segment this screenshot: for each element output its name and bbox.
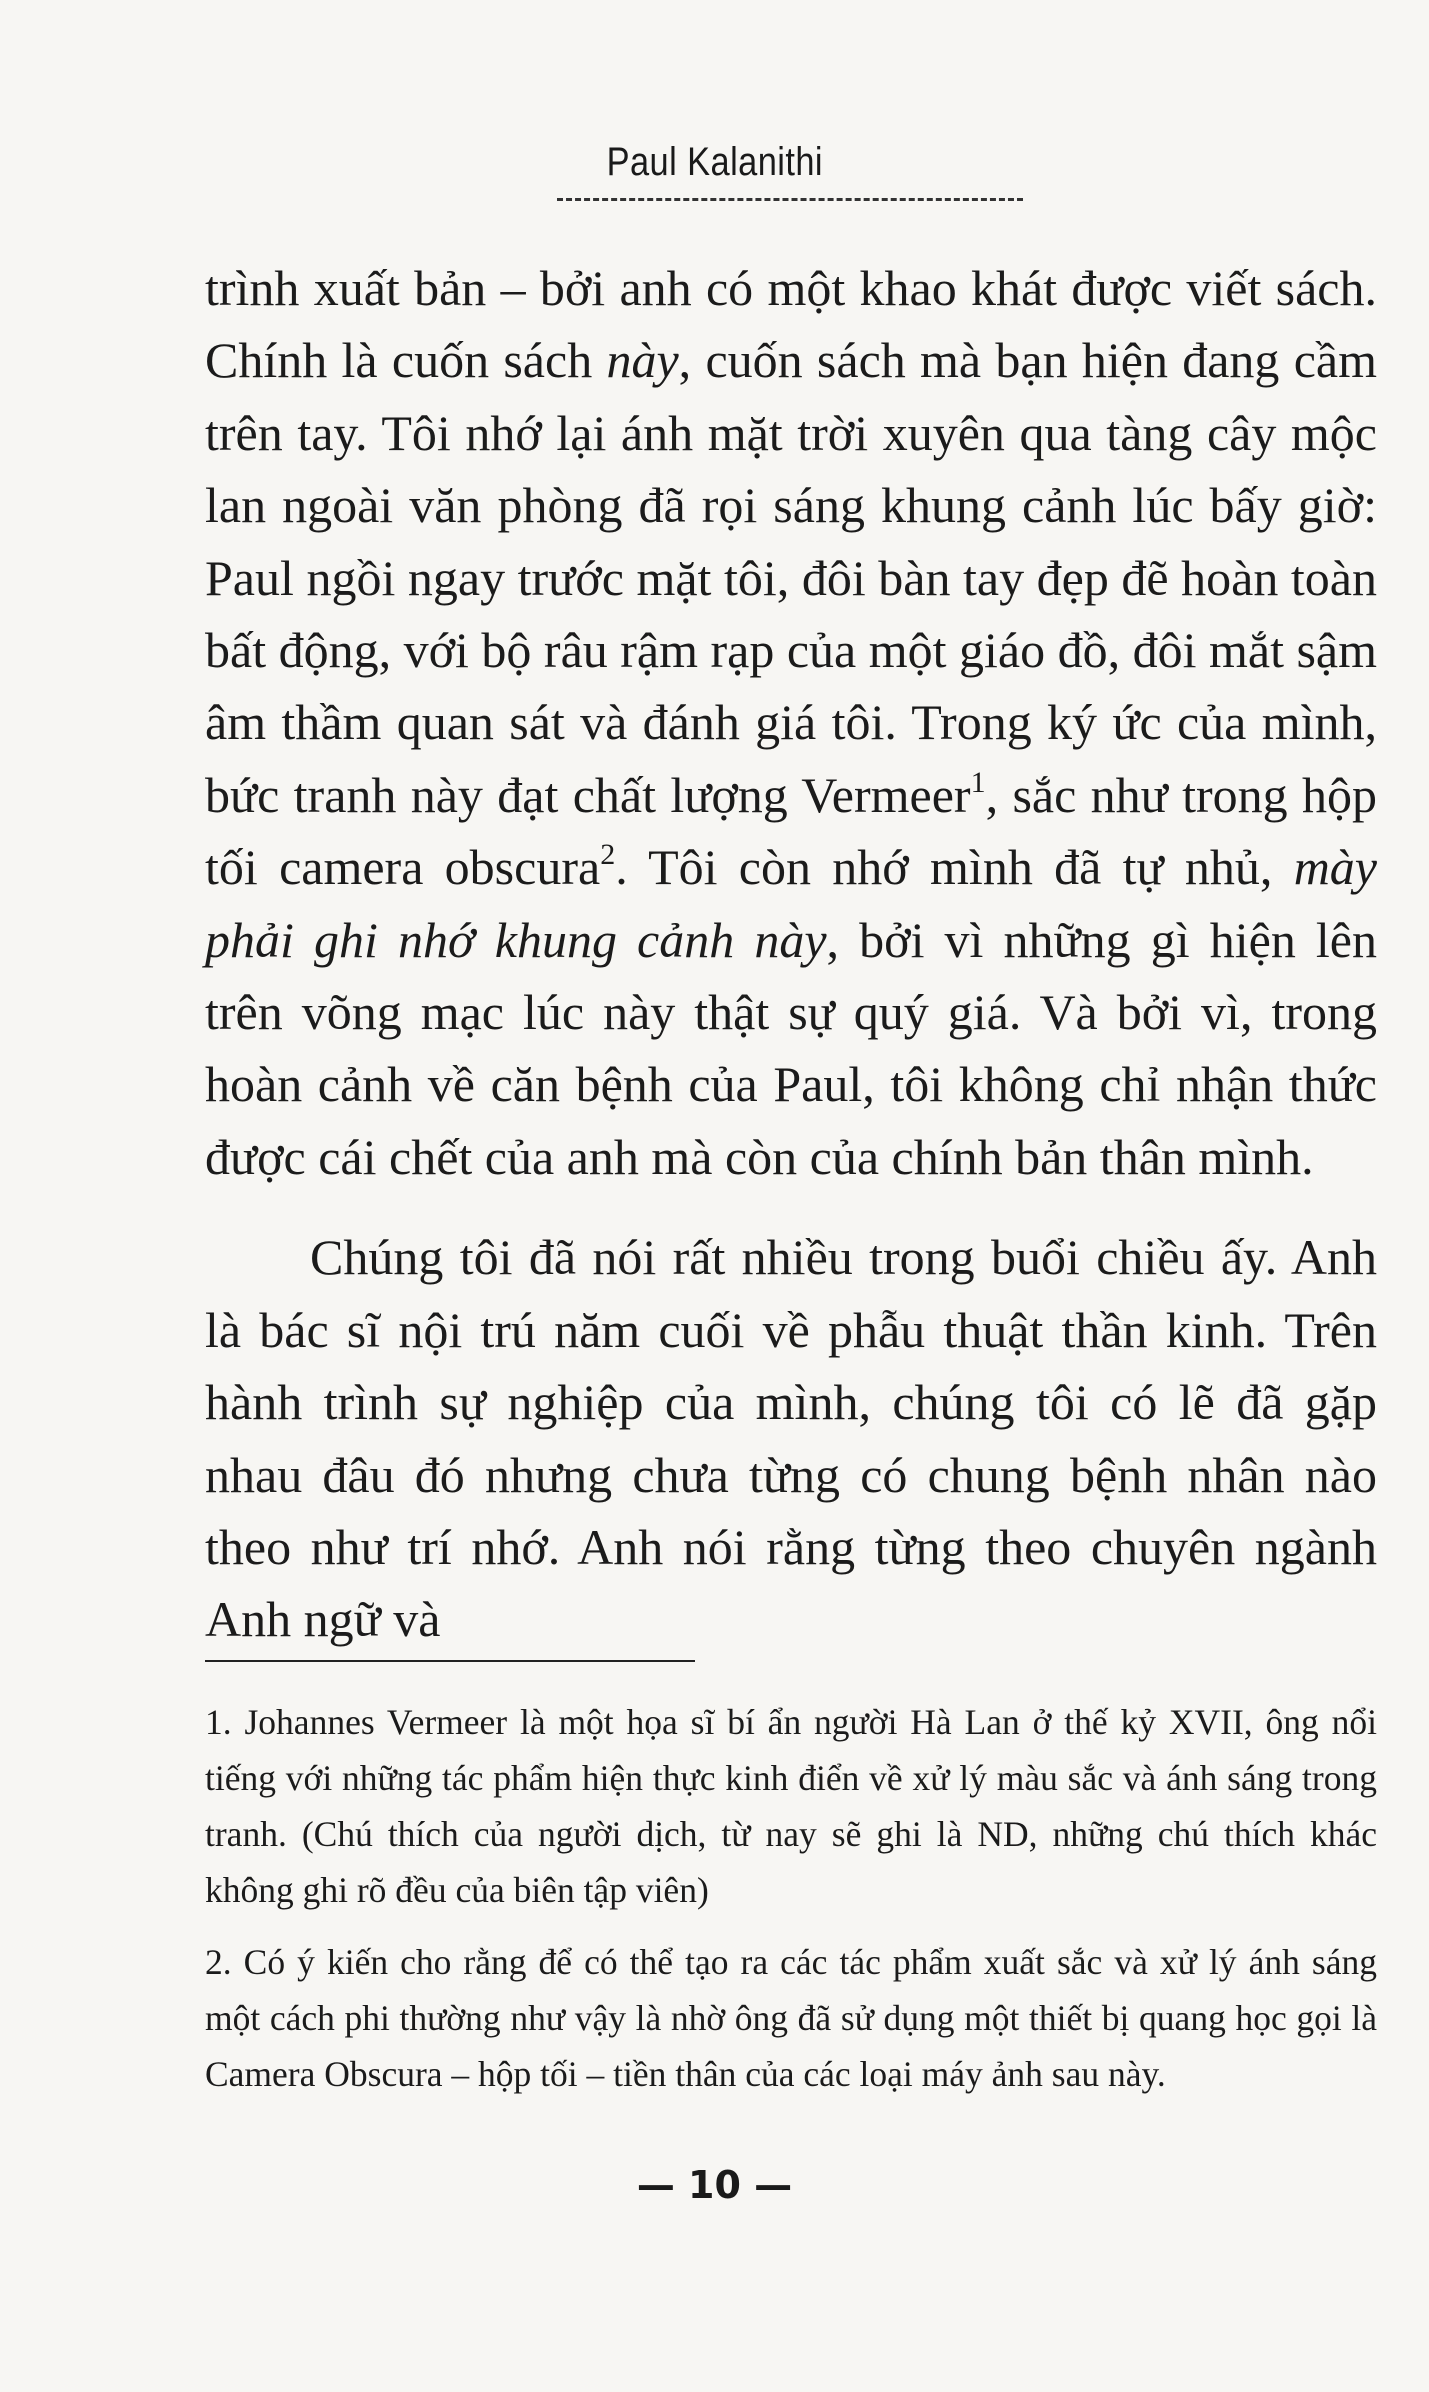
paragraph-1	[205, 252, 1377, 1193]
footnote-2: 2. Có ý kiến cho rằng để có thể tạo ra các tác phẩm xuất sắc và xử lý ánh sáng một cách phi thường như vậy là nhờ ông đã sử dụng một thiết bị quang học gọi là Camera Obscura – hộp tối – tiền thân của các loại máy ảnh sau này.	[205, 1942, 1377, 2094]
footnotes	[205, 1694, 1377, 2118]
page-number: — 10 —	[636, 2163, 793, 2207]
footnote-ref-2: 2	[600, 838, 616, 872]
paragraph-1-emphasis-2: mày phải ghi nhớ khung cảnh này	[205, 839, 1377, 968]
paragraph-1-text-c: , sắc như trong hộp tối camera obscura	[205, 766, 1378, 896]
paragraph-1-text-a: trình xuất bản – bởi anh có một khao khát được viết sách. Chính là cuốn sách	[205, 260, 1377, 389]
footnote-1: 1. Johannes Vermeer là một họa sĩ bí ẩn người Hà Lan ở thế kỷ XVII, ông nổi tiếng với những tác phẩm hiện thực kinh điển về xử lý màu sắc và ánh sáng trong tranh. (Chú thích của người dịch, từ nay sẽ ghi là ND, những chú thích khác không ghi rõ đều của biên tập viên)	[205, 1702, 1377, 1910]
paragraph-1-emphasis-1: này	[606, 332, 679, 389]
paragraph-2: Chúng tôi đã nói rất nhiều trong buổi chiều ấy. Anh là bác sĩ nội trú năm cuối về phẫu thuật thần kinh. Trên hành trình sự nghiệp của mình, chúng tôi có lẽ đã gặp nhau đâu đó nhưng chưa từng có chung bệnh nhân nào theo như trí nhớ. Anh nói rằng từng theo chuyên ngành Anh ngữ và	[205, 1229, 1377, 1648]
paragraph-1-text-d: . Tôi còn nhớ mình đã tự nhủ,	[615, 839, 1294, 896]
paragraph-1-text-e: , bởi vì những gì hiện lên trên võng mạc lúc này thật sự quý giá. Và bởi vì, trong hoàn cảnh về căn bệnh của Paul, tôi không chỉ nhận thức được cái chết của anh mà còn của chính bản thân mình.	[205, 911, 1377, 1185]
paragraph-1-text-b: , cuốn sách mà bạn hiện đang cầm trên tay. Tôi nhớ lại ánh mặt trời xuyên qua tàng cây mộc lan ngoài văn phòng đã rọi sáng khung cảnh lúc bấy giờ: Paul ngồi ngay trước mặt tôi, đôi bàn tay đẹp đẽ hoàn toàn bất động, với bộ râu rậm rạp của một giáo đồ, đôi mắt sậm âm thầm quan sát và đánh giá tôi. Trong ký ức của mình, bức tranh này đạt chất lượng Vermeer	[205, 332, 1377, 823]
footnote-separator	[205, 1660, 695, 1662]
footnote-ref-1: 1	[970, 765, 986, 799]
body-text	[205, 252, 1377, 1656]
running-header	[0, 140, 1429, 185]
header-dashed-rule	[557, 198, 1023, 201]
running-header-author: Paul Kalanithi	[606, 140, 823, 184]
